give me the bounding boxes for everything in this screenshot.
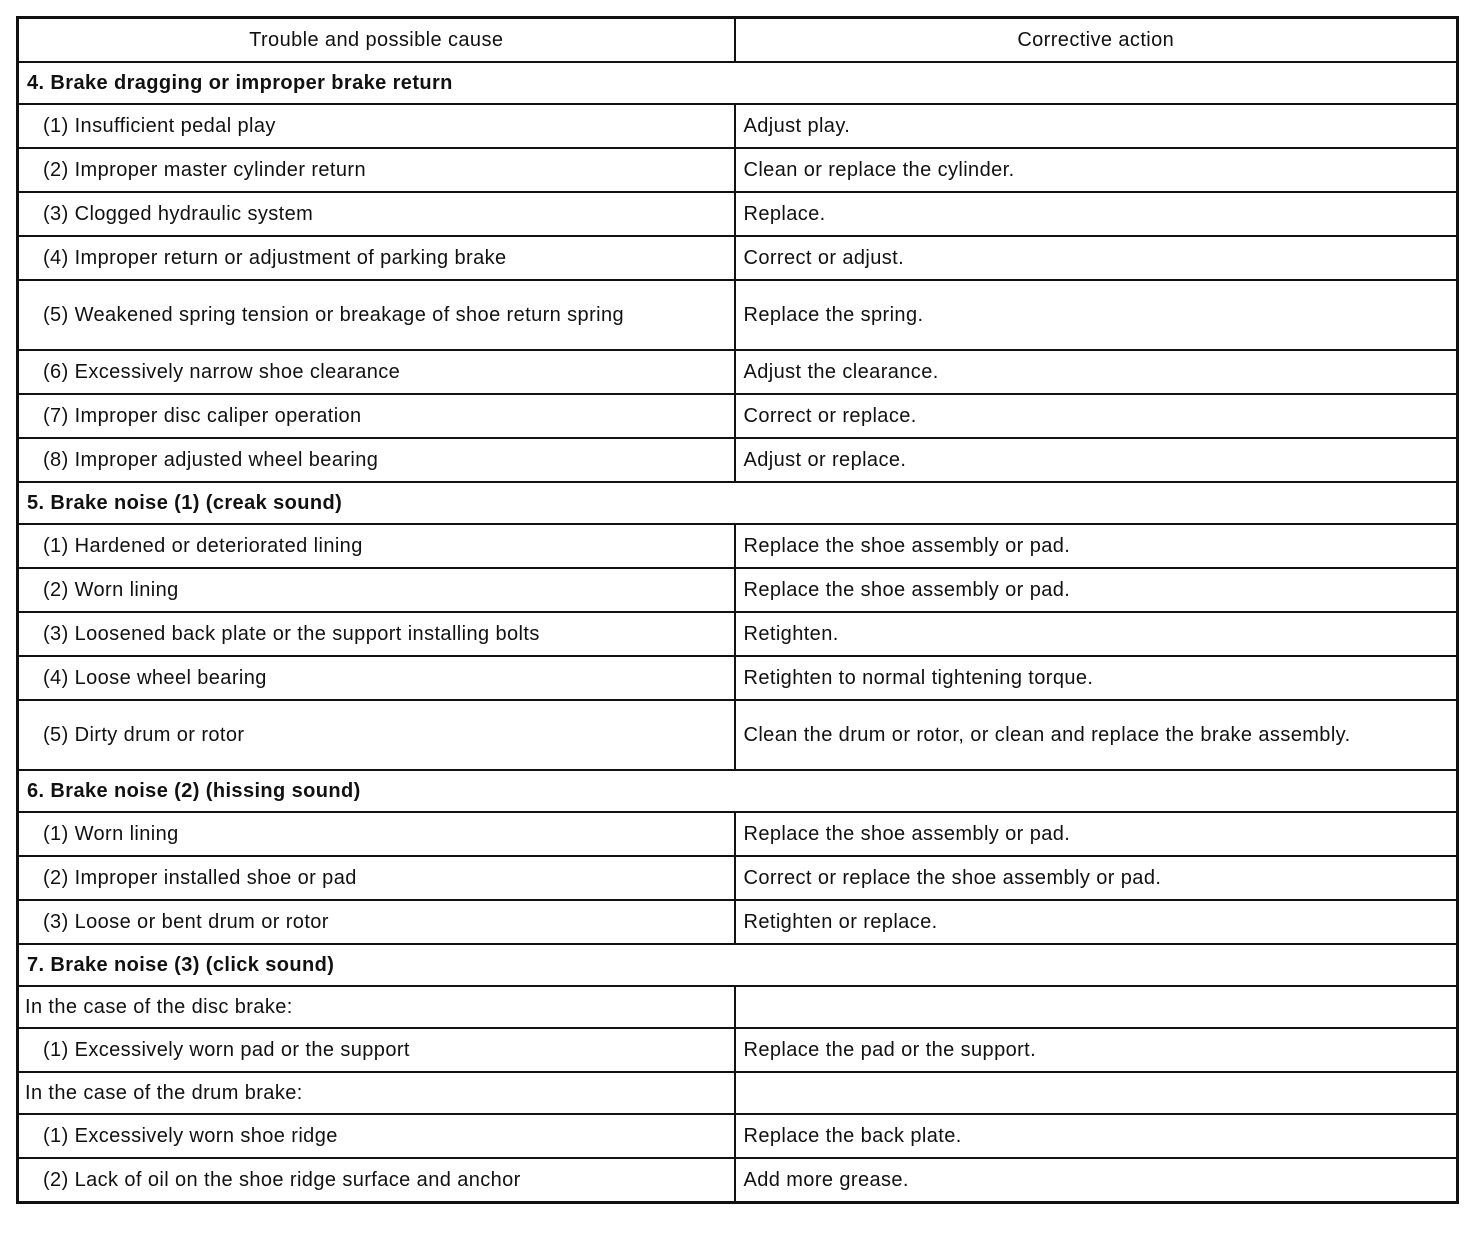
troubleshooting-table — [16, 16, 1459, 1204]
section-title: 4. Brake dragging or improper brake return — [18, 62, 1458, 104]
subgroup-label: In the case of the disc brake: — [18, 986, 735, 1028]
section-title: 6. Brake noise (2) (hissing sound) — [18, 770, 1458, 812]
table-row — [18, 104, 1458, 148]
cause-cell: (8) Improper adjusted wheel bearing — [18, 438, 735, 482]
table-row — [18, 280, 1458, 350]
cause-cell: (1) Worn lining — [18, 812, 735, 856]
section-header — [18, 482, 1458, 524]
cause-cell: (3) Clogged hydraulic system — [18, 192, 735, 236]
section-title: 5. Brake noise (1) (creak sound) — [18, 482, 1458, 524]
table-row — [18, 148, 1458, 192]
table-row — [18, 1028, 1458, 1072]
action-cell: Adjust the clearance. — [735, 350, 1458, 394]
cause-cell: (4) Improper return or adjustment of parking brake — [18, 236, 735, 280]
empty-action-cell — [735, 1072, 1458, 1114]
action-cell: Replace the shoe assembly or pad. — [735, 812, 1458, 856]
table-row — [18, 568, 1458, 612]
cause-cell: (1) Excessively worn shoe ridge — [18, 1114, 735, 1158]
section-title: 7. Brake noise (3) (click sound) — [18, 944, 1458, 986]
action-cell: Replace the back plate. — [735, 1114, 1458, 1158]
action-cell: Adjust play. — [735, 104, 1458, 148]
action-cell: Retighten to normal tightening torque. — [735, 656, 1458, 700]
table-row — [18, 192, 1458, 236]
cause-cell: (1) Excessively worn pad or the support — [18, 1028, 735, 1072]
table-row — [18, 350, 1458, 394]
action-cell: Correct or adjust. — [735, 236, 1458, 280]
action-cell: Retighten. — [735, 612, 1458, 656]
table-row — [18, 1158, 1458, 1203]
cause-cell: (3) Loose or bent drum or rotor — [18, 900, 735, 944]
action-cell: Retighten or replace. — [735, 900, 1458, 944]
section-header — [18, 62, 1458, 104]
subgroup-row — [18, 986, 1458, 1028]
empty-action-cell — [735, 986, 1458, 1028]
cause-cell: (1) Insufficient pedal play — [18, 104, 735, 148]
action-cell: Replace the shoe assembly or pad. — [735, 524, 1458, 568]
action-cell: Adjust or replace. — [735, 438, 1458, 482]
section-header — [18, 770, 1458, 812]
cause-cell: (2) Improper master cylinder return — [18, 148, 735, 192]
table-row — [18, 612, 1458, 656]
cause-cell: (5) Weakened spring tension or breakage of shoe return spring — [18, 280, 735, 350]
cause-cell: (7) Improper disc caliper operation — [18, 394, 735, 438]
cause-cell: (6) Excessively narrow shoe clearance — [18, 350, 735, 394]
header-cause: Trouble and possible cause — [18, 18, 735, 63]
section-header — [18, 944, 1458, 986]
action-cell: Correct or replace the shoe assembly or pad. — [735, 856, 1458, 900]
cause-cell: (2) Worn lining — [18, 568, 735, 612]
table-row — [18, 236, 1458, 280]
table-row — [18, 394, 1458, 438]
action-cell: Replace the spring. — [735, 280, 1458, 350]
cause-cell: (3) Loosened back plate or the support installing bolts — [18, 612, 735, 656]
cause-cell: (1) Hardened or deteriorated lining — [18, 524, 735, 568]
action-cell: Correct or replace. — [735, 394, 1458, 438]
subgroup-row — [18, 1072, 1458, 1114]
action-cell: Clean the drum or rotor, or clean and replace the brake assembly. — [735, 700, 1458, 770]
header-action: Corrective action — [735, 18, 1458, 63]
cause-cell: (2) Improper installed shoe or pad — [18, 856, 735, 900]
action-cell: Replace. — [735, 192, 1458, 236]
table-row — [18, 856, 1458, 900]
action-cell: Replace the shoe assembly or pad. — [735, 568, 1458, 612]
action-cell: Replace the pad or the support. — [735, 1028, 1458, 1072]
table-row — [18, 900, 1458, 944]
table-row — [18, 438, 1458, 482]
table-header-row — [18, 18, 1458, 63]
cause-cell: (5) Dirty drum or rotor — [18, 700, 735, 770]
cause-cell: (4) Loose wheel bearing — [18, 656, 735, 700]
table-row — [18, 812, 1458, 856]
troubleshooting-sheet — [16, 16, 1456, 1204]
table-row — [18, 1114, 1458, 1158]
action-cell: Clean or replace the cylinder. — [735, 148, 1458, 192]
table-row — [18, 700, 1458, 770]
action-cell: Add more grease. — [735, 1158, 1458, 1203]
cause-cell: (2) Lack of oil on the shoe ridge surface and anchor — [18, 1158, 735, 1203]
table-row — [18, 524, 1458, 568]
subgroup-label: In the case of the drum brake: — [18, 1072, 735, 1114]
table-row — [18, 656, 1458, 700]
